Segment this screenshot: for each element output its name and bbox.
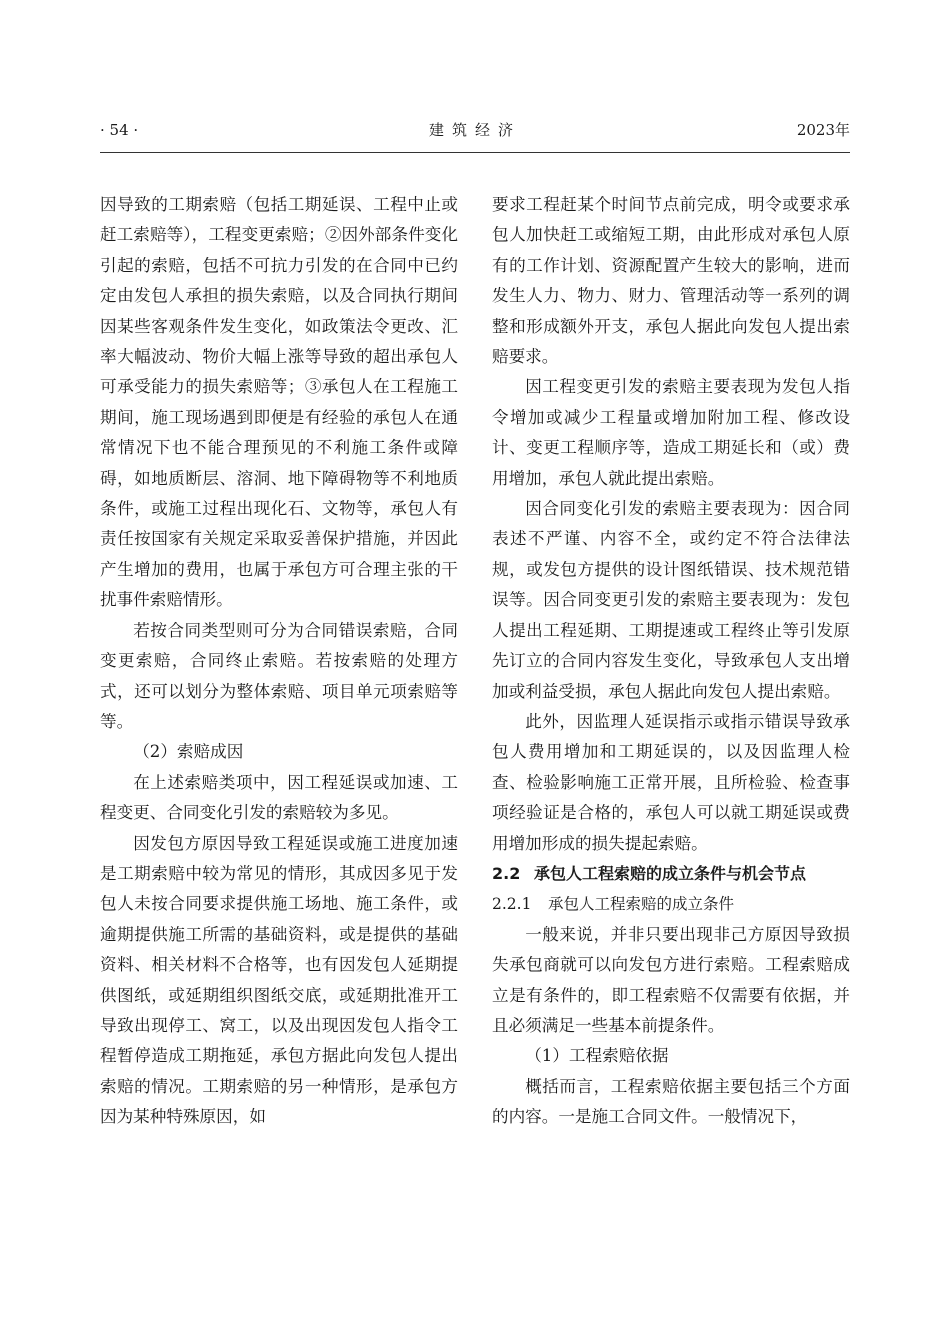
section-number: 2.2.1 xyxy=(492,895,532,914)
section-title: 承包人工程索赔的成立条件 xyxy=(548,895,735,914)
paragraph-delay-claims: 因发包方原因导致工程延误或施工进度加速是工期索赔中较为常见的情形，其成因多见于发包人未按合同要求提供施工场地、施工条件，或逾期提供施工所需的基础资料，或是提供的基础资料、相关材料不合格等，也有因发包人延期提供图纸，或延期组织图纸交底，或延期批准开工导致出现停工、窝工，以及出现因发包人指令工程暂停造成工期拖延，承包方据此向发包人提出索赔的情况。工期索赔的另一种情形，是承包方因为某种特殊原因，如 xyxy=(100,833,458,1127)
paragraph-supervisor-claims: 此外，因监理人延误指示或指示错误导致承包人费用增加和工期延误的，以及因监理人检查、检验影响施工正常开展，且所检验、检查事项经验证是合格的，承包人可以就工期延误或费用增加形成的损失提起索赔。 xyxy=(492,711,850,853)
paragraph-claim-types-continued: 因导致的工期索赔（包括工期延误、工程中止或赶工索赔等），工程变更索赔；②因外部条件变化引起的索赔，包括不可抗力引发的在合同中已约定由发包人承担的损失索赔，以及合同执行期间因某些客观条件发生变化，如政策法令更改、汇率大幅波动、物价大幅上涨等导致的超出承包人可承受能力的损失索赔等；③承包人在工程施工期间，施工现场遇到即便是有经验的承包人在通常情况下也不能合理预见的不利施工条件或障碍，如地质断层、溶洞、地下障碍物等不利地质条件，或施工过程出现化石、文物等，承包人有责任按国家有关规定采取妥善保护措施，并因此产生增加的费用，也属于承包方可合理主张的干扰事件索赔情形。 xyxy=(100,195,458,610)
paragraph-contract-change-claims: 因合同变化引发的索赔主要表现为：因合同表述不严谨、内容不全，或约定不符合法律法规，或发包方提供的设计图纸错误、技术规范错误等。因合同变更引发的索赔主要表现为：发包人提出工程延期、工期提速或工程终止等引发原先订立的合同内容发生变化，导致承包人支出增加或利益受损，承包人据此向发包人提出索赔。 xyxy=(492,499,850,701)
page-number: · 54 · xyxy=(100,121,139,139)
header-divider xyxy=(100,152,850,153)
right-column xyxy=(492,190,850,1133)
subheading-claim-causes: （2）索赔成因 xyxy=(133,742,244,762)
paragraph-common-claims: 在上述索赔类项中，因工程延误或加速、工程变更、合同变化引发的索赔较为多见。 xyxy=(100,772,458,823)
journal-title: 建筑经济 xyxy=(428,121,521,139)
publication-year: 2023年 xyxy=(796,121,850,139)
section-heading-2-2-1 xyxy=(492,889,850,919)
section-heading-2-2 xyxy=(492,859,850,889)
section-title: 承包人工程索赔的成立条件与机会节点 xyxy=(534,863,807,883)
paragraph-claim-basis: 概括而言，工程索赔依据主要包括三个方面的内容。一是施工合同文件。一般情况下， xyxy=(492,1076,850,1127)
subheading-claim-basis: （1）工程索赔依据 xyxy=(525,1046,669,1066)
paragraph-claim-conditions: 一般来说，并非只要出现非己方原因导致损失承包商就可以向发包方进行索赔。工程索赔成立是有条件的，即工程索赔不仅需要有依据，并且必须满足一些基本前提条件。 xyxy=(492,924,850,1035)
paragraph-change-claims: 因工程变更引发的索赔主要表现为发包人指令增加或减少工程量或增加附加工程、修改设计、变更工程顺序等，造成工期延长和（或）费用增加，承包人就此提出索赔。 xyxy=(492,377,850,488)
running-header xyxy=(100,118,850,150)
section-number: 2.2 xyxy=(492,863,521,883)
paragraph-contract-type-claims: 若按合同类型则可分为合同错误索赔，合同变更索赔，合同终止索赔。若按索赔的处理方式，还可以划分为整体索赔、项目单元项索赔等等。 xyxy=(100,620,458,731)
paragraph-acceleration-continued: 要求工程赶某个时间节点前完成，明令或要求承包人加快赶工或缩短工期，由此形成对承包人原有的工作计划、资源配置产生较大的影响，进而发生人力、物力、财力、管理活动等一系列的调整和形成额外开支，承包人据此向发包人提出索赔要求。 xyxy=(492,195,850,367)
left-column xyxy=(100,190,458,1133)
